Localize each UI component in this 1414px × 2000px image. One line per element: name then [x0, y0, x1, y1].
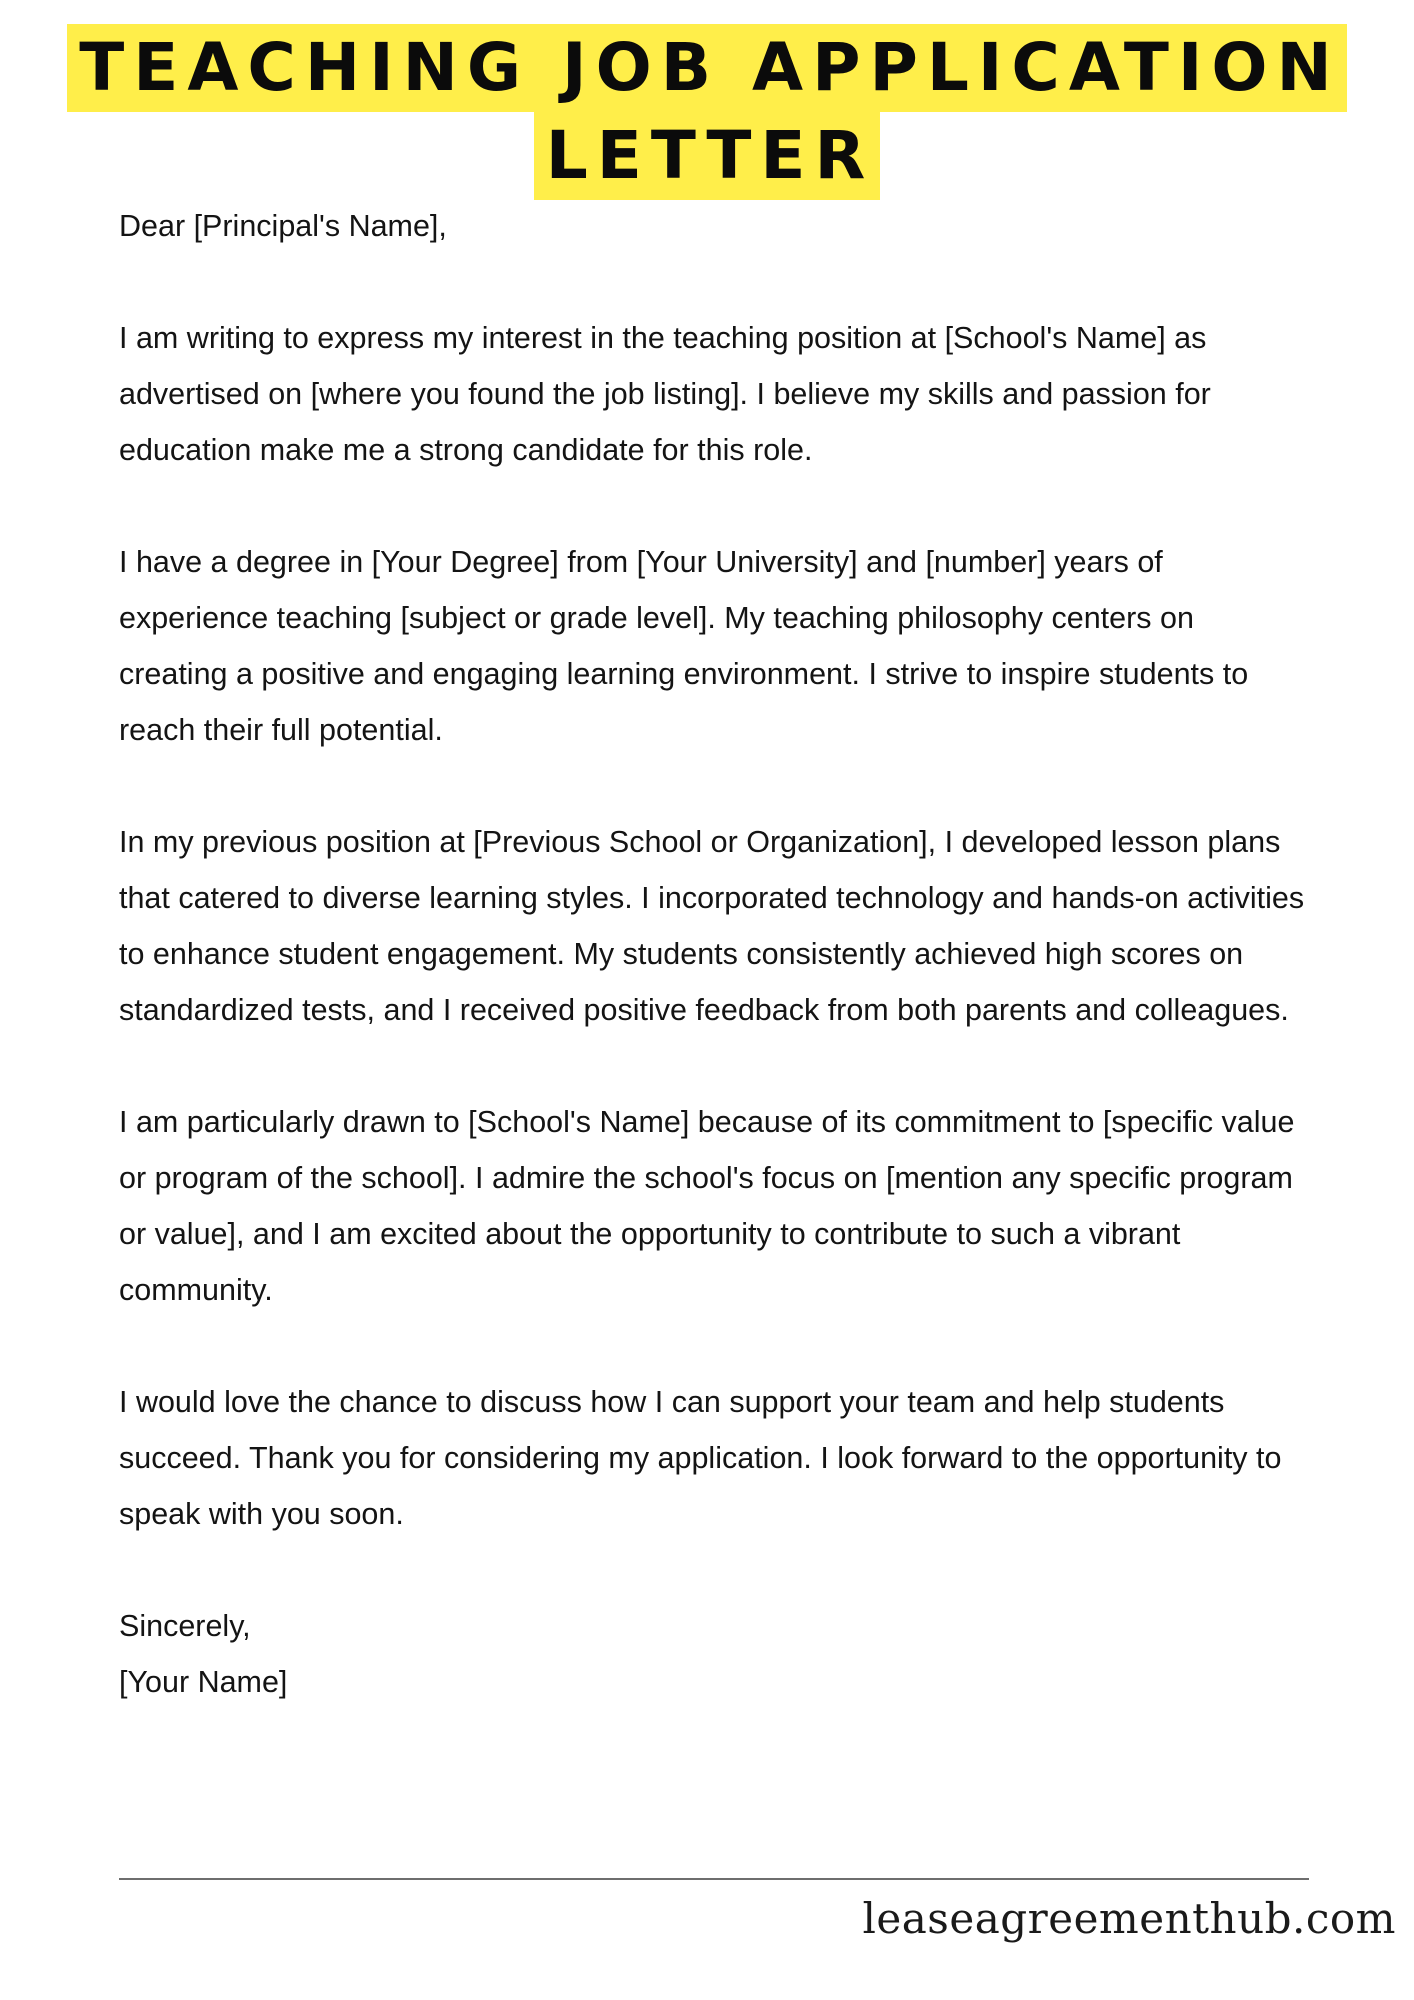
paragraph-closing: I would love the chance to discuss how I can support your team and help students succeed. Thank you for considering my application. I look forward to the opportunity to speak with you soon.	[119, 1385, 1282, 1531]
closing-word: Sincerely,	[119, 1609, 251, 1643]
signature-name: [Your Name]	[119, 1665, 288, 1699]
title-line-1: TEACHING JOB APPLICATION	[67, 24, 1347, 112]
letter-body	[119, 198, 1309, 1710]
paragraph-qualifications: I have a degree in [Your Degree] from [Your University] and [number] years of experience teaching [subject or grade level]. My teaching philosophy centers on creating a positive and engaging learning environment. I strive to inspire students to reach their full potential.	[119, 545, 1249, 747]
title-line-2: LETTER	[534, 112, 881, 200]
document-title	[0, 24, 1414, 200]
signoff	[119, 1598, 1309, 1710]
brand-watermark: leaseagreementhub.com	[862, 1894, 1396, 1943]
paragraph-interest: I am particularly drawn to [School's Name] because of its commitment to [specific value or program of the school]. I admire the school's focus on [mention any specific program or value], and I am excited about the opportunity to contribute to such a vibrant community.	[119, 1105, 1295, 1307]
footer-divider	[119, 1878, 1309, 1880]
paragraph-intro: I am writing to express my interest in the teaching position at [School's Name] as advertised on [where you found the job listing]. I believe my skills and passion for education make me a strong candidate for this role.	[119, 321, 1211, 467]
paragraph-experience: In my previous position at [Previous School or Organization], I developed lesson plans that catered to diverse learning styles. I incorporated technology and hands-on activities to enhance student engagement. My students consistently achieved high scores on standardized tests, and I received positive feedback from both parents and colleagues.	[119, 825, 1305, 1027]
salutation: Dear [Principal's Name],	[119, 209, 447, 243]
